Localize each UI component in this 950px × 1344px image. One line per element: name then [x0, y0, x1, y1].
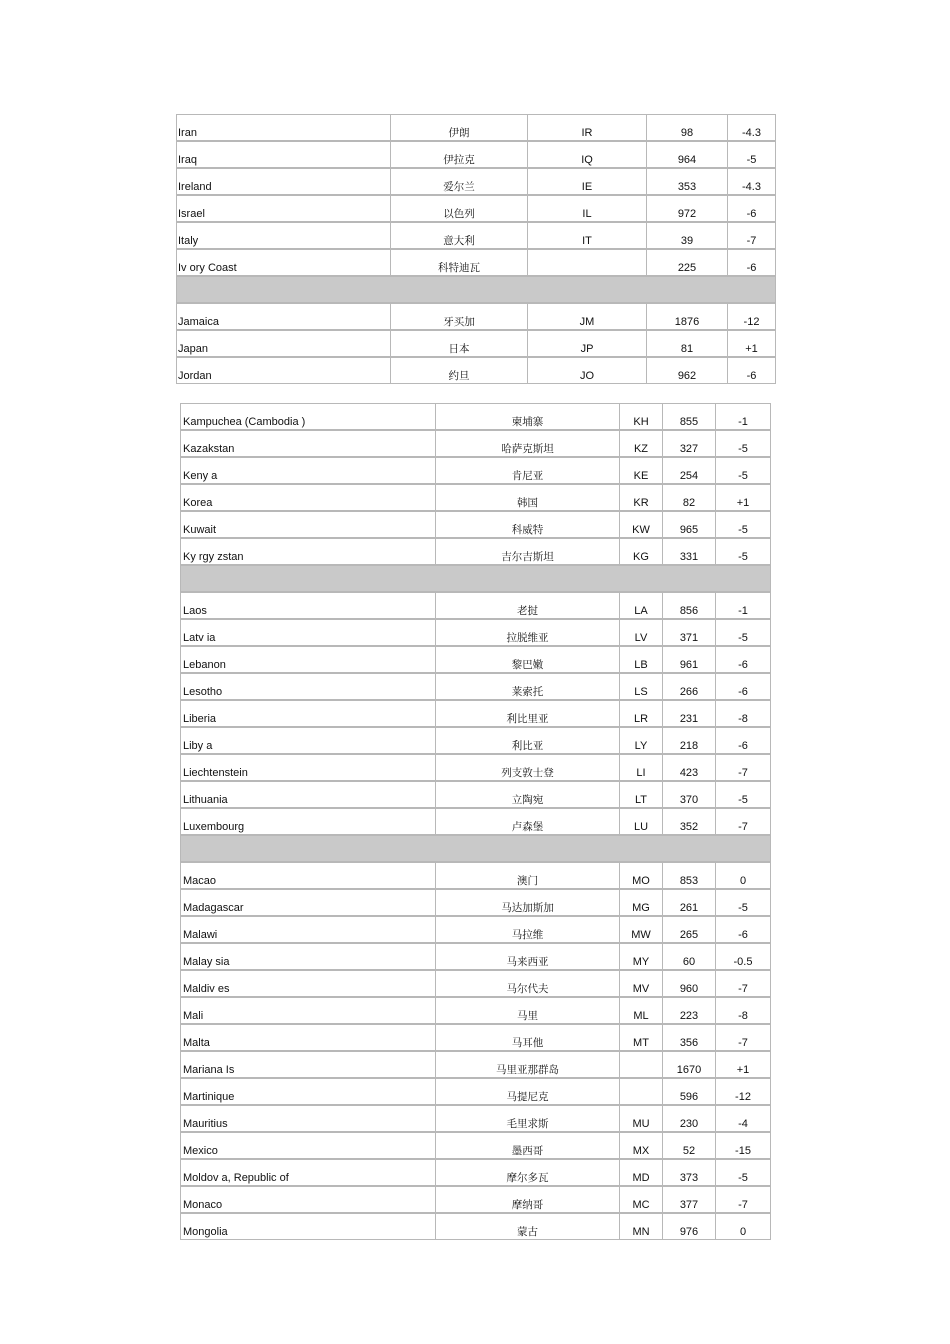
iso-code [528, 250, 647, 277]
iso-code: MO [620, 863, 663, 890]
table-row [181, 1025, 770, 1052]
time-difference: -5 [716, 512, 770, 539]
time-difference: -5 [716, 782, 770, 809]
country-name-zh: 老挝 [436, 593, 620, 620]
country-code-table-1 [176, 114, 776, 384]
divider-cell [181, 566, 770, 593]
country-name-en: Korea [181, 485, 436, 512]
table-row [181, 1187, 770, 1214]
country-name-en: Mauritius [181, 1106, 436, 1133]
country-name-en: Kampuchea (Cambodia ) [181, 404, 436, 431]
table-row [181, 404, 770, 431]
country-name-en: Malawi [181, 917, 436, 944]
table-row [181, 647, 770, 674]
country-name-zh: 牙买加 [391, 304, 528, 331]
country-name-en: Mongolia [181, 1214, 436, 1239]
dial-code: 960 [663, 971, 716, 998]
country-name-en: Lesotho [181, 674, 436, 701]
dial-code: 423 [663, 755, 716, 782]
table-row [181, 539, 770, 566]
dial-code: 223 [663, 998, 716, 1025]
dial-code: 855 [663, 404, 716, 431]
time-difference: -4.3 [728, 115, 775, 142]
country-name-en: Kazakstan [181, 431, 436, 458]
time-difference: -7 [716, 809, 770, 836]
country-name-en: Madagascar [181, 890, 436, 917]
dial-code: 265 [663, 917, 716, 944]
country-name-zh: 毛里求斯 [436, 1106, 620, 1133]
country-name-en: Ky rgy zstan [181, 539, 436, 566]
time-difference: 0 [739, 1226, 747, 1238]
dial-code: 225 [647, 250, 728, 277]
country-name-en: Moldov a, Republic of [181, 1160, 436, 1187]
country-name-en: Liberia [181, 701, 436, 728]
country-name-en: Ireland [177, 169, 391, 196]
dial-code: 370 [663, 782, 716, 809]
iso-code: JM [528, 304, 647, 331]
dial-code: 377 [663, 1187, 716, 1214]
iso-code: MG [620, 890, 663, 917]
country-name-en: Monaco [181, 1187, 436, 1214]
dial-code: 82 [663, 485, 716, 512]
dial-code: 964 [647, 142, 728, 169]
table-row [181, 701, 770, 728]
table-row [177, 250, 775, 277]
iso-code [620, 1052, 663, 1079]
dial-code: 230 [663, 1106, 716, 1133]
table-row [177, 169, 775, 196]
country-name-zh: 科特迪瓦 [391, 250, 528, 277]
time-difference: -7 [716, 1025, 770, 1052]
country-name-en: Maldiv es [181, 971, 436, 998]
table-row [181, 1106, 770, 1133]
iso-code: LR [620, 701, 663, 728]
country-name-en: Laos [181, 593, 436, 620]
section-divider [181, 836, 770, 863]
iso-code: LU [620, 809, 663, 836]
table-row [177, 115, 775, 142]
country-name-en: Iv ory Coast [177, 250, 391, 277]
time-difference: -8 [716, 701, 770, 728]
dial-code: 327 [663, 431, 716, 458]
table-row [181, 593, 770, 620]
iso-code: LT [620, 782, 663, 809]
country-name-zh: 马里 [436, 998, 620, 1025]
country-name-zh: 卢森堡 [436, 809, 620, 836]
country-name-en: Liby a [181, 728, 436, 755]
table-row [181, 809, 770, 836]
iso-code: MX [620, 1133, 663, 1160]
dial-code: 965 [663, 512, 716, 539]
table-row [181, 1214, 770, 1239]
divider-cell [177, 277, 775, 304]
country-name-zh: 意大利 [391, 223, 528, 250]
time-difference: -12 [728, 304, 775, 331]
country-name-en: Mali [181, 998, 436, 1025]
country-name-en: Iraq [177, 142, 391, 169]
dial-code: 218 [663, 728, 716, 755]
country-name-zh: 日本 [391, 331, 528, 358]
time-difference: -1 [716, 404, 770, 431]
time-difference: +1 [728, 331, 775, 358]
iso-code: IR [528, 115, 647, 142]
table-row [177, 223, 775, 250]
iso-code: MW [620, 917, 663, 944]
iso-code [620, 1079, 663, 1106]
table-row [181, 755, 770, 782]
iso-code: KH [620, 404, 663, 431]
time-difference: -7 [716, 971, 770, 998]
table-row [181, 485, 770, 512]
country-name-zh: 马来西亚 [436, 944, 620, 971]
iso-code: ML [620, 998, 663, 1025]
table-row [181, 431, 770, 458]
country-name-zh: 以色列 [391, 196, 528, 223]
time-difference: -5 [716, 539, 770, 566]
country-name-zh: 摩尔多瓦 [436, 1160, 620, 1187]
iso-code: LY [620, 728, 663, 755]
country-name-en: Iran [177, 115, 391, 142]
dial-code: 976 [663, 1214, 716, 1239]
time-difference: -7 [716, 755, 770, 782]
dial-code: 39 [647, 223, 728, 250]
country-name-en: Lebanon [181, 647, 436, 674]
iso-code: IT [528, 223, 647, 250]
country-name-zh: 利比亚 [436, 728, 620, 755]
table-row [181, 458, 770, 485]
iso-code: MT [620, 1025, 663, 1052]
table-row [177, 142, 775, 169]
table-row [181, 1052, 770, 1079]
country-name-zh: 马耳他 [436, 1025, 620, 1052]
country-name-en: Liechtenstein [181, 755, 436, 782]
time-difference: -12 [716, 1079, 770, 1106]
dial-code: 331 [663, 539, 716, 566]
country-name-en: Lithuania [181, 782, 436, 809]
iso-code: MN [620, 1214, 663, 1239]
time-difference: -5 [716, 890, 770, 917]
country-name-zh: 吉尔吉斯坦 [436, 539, 620, 566]
country-name-zh: 马拉维 [436, 917, 620, 944]
country-name-zh: 柬埔寨 [436, 404, 620, 431]
time-difference: -5 [728, 142, 775, 169]
country-name-zh: 马达加斯加 [436, 890, 620, 917]
iso-code: LS [620, 674, 663, 701]
country-name-en: Mariana Is [181, 1052, 436, 1079]
country-name-zh: 墨西哥 [436, 1133, 620, 1160]
dial-code: 356 [663, 1025, 716, 1052]
time-difference: 0 [716, 863, 770, 890]
table-row [181, 971, 770, 998]
dial-code: 972 [647, 196, 728, 223]
time-difference: -5 [716, 620, 770, 647]
dial-code: 961 [663, 647, 716, 674]
dial-code: 1876 [647, 304, 728, 331]
iso-code: LI [620, 755, 663, 782]
country-name-en: Israel [177, 196, 391, 223]
table-row [181, 944, 770, 971]
time-difference: -6 [746, 370, 757, 382]
time-difference: +1 [716, 1052, 770, 1079]
table-row [177, 304, 775, 331]
country-name-en: Italy [177, 223, 391, 250]
table-row [181, 782, 770, 809]
country-code-table-2 [180, 403, 771, 1240]
country-name-zh: 莱索托 [436, 674, 620, 701]
country-name-en: Martinique [181, 1079, 436, 1106]
time-difference: -7 [716, 1187, 770, 1214]
country-name-en: Malay sia [181, 944, 436, 971]
time-difference: +1 [716, 485, 770, 512]
country-name-en: Malta [181, 1025, 436, 1052]
table-row [181, 998, 770, 1025]
country-name-en: Mexico [181, 1133, 436, 1160]
country-name-zh: 利比里亚 [436, 701, 620, 728]
dial-code: 254 [663, 458, 716, 485]
country-name-zh: 肯尼亚 [436, 458, 620, 485]
time-difference: -6 [728, 196, 775, 223]
dial-code: 853 [663, 863, 716, 890]
time-difference: -8 [716, 998, 770, 1025]
iso-code: MD [620, 1160, 663, 1187]
time-difference: -15 [716, 1133, 770, 1160]
time-difference: -4 [716, 1106, 770, 1133]
dial-code: 266 [663, 674, 716, 701]
table-row [181, 1079, 770, 1106]
table-row [181, 728, 770, 755]
iso-code: KG [620, 539, 663, 566]
dial-code: 353 [647, 169, 728, 196]
iso-code: IE [528, 169, 647, 196]
iso-code: MV [620, 971, 663, 998]
country-name-zh: 摩纳哥 [436, 1187, 620, 1214]
table-row [181, 620, 770, 647]
country-name-en: Keny a [181, 458, 436, 485]
table-row [181, 890, 770, 917]
dial-code: 231 [663, 701, 716, 728]
country-name-zh: 拉脱维亚 [436, 620, 620, 647]
time-difference: -6 [716, 674, 770, 701]
iso-code: KR [620, 485, 663, 512]
country-name-en: Latv ia [181, 620, 436, 647]
dial-code: 81 [647, 331, 728, 358]
country-name-zh: 约旦 [391, 358, 528, 383]
time-difference: -7 [728, 223, 775, 250]
table-row [177, 331, 775, 358]
dial-code: 371 [663, 620, 716, 647]
country-name-zh: 爱尔兰 [391, 169, 528, 196]
time-difference: -1 [716, 593, 770, 620]
dial-code: 261 [663, 890, 716, 917]
dial-code: 98 [647, 115, 728, 142]
table-row [181, 863, 770, 890]
table-row [177, 358, 775, 383]
iso-code: LV [620, 620, 663, 647]
dial-code: 373 [663, 1160, 716, 1187]
section-divider [177, 277, 775, 304]
time-difference: -4.3 [728, 169, 775, 196]
country-name-zh: 韩国 [436, 485, 620, 512]
country-name-zh: 伊拉克 [391, 142, 528, 169]
country-name-zh: 蒙古 [436, 1214, 620, 1239]
country-name-en: Kuwait [181, 512, 436, 539]
table-row [181, 1133, 770, 1160]
iso-code: KE [620, 458, 663, 485]
country-name-zh: 哈萨克斯坦 [436, 431, 620, 458]
iso-code: MY [620, 944, 663, 971]
country-name-en: Jordan [177, 358, 391, 383]
dial-code: 52 [663, 1133, 716, 1160]
table-row [181, 512, 770, 539]
table-row [177, 196, 775, 223]
country-name-zh: 黎巴嫩 [436, 647, 620, 674]
time-difference: -6 [716, 647, 770, 674]
country-name-zh: 伊朗 [391, 115, 528, 142]
time-difference: -6 [716, 728, 770, 755]
table-row [181, 674, 770, 701]
table-row [181, 1160, 770, 1187]
time-difference: -5 [716, 431, 770, 458]
iso-code: LB [620, 647, 663, 674]
section-divider [181, 566, 770, 593]
table-row [181, 917, 770, 944]
country-name-en: Luxembourg [181, 809, 436, 836]
time-difference: -6 [728, 250, 775, 277]
iso-code: IL [528, 196, 647, 223]
iso-code: KW [620, 512, 663, 539]
iso-code: IQ [528, 142, 647, 169]
country-name-en: Japan [177, 331, 391, 358]
country-name-zh: 立陶宛 [436, 782, 620, 809]
time-difference: -5 [716, 458, 770, 485]
dial-code: 962 [647, 358, 728, 383]
dial-code: 1670 [663, 1052, 716, 1079]
time-difference: -0.5 [716, 944, 770, 971]
dial-code: 596 [663, 1079, 716, 1106]
iso-code: JO [528, 358, 647, 383]
country-name-zh: 列支敦士登 [436, 755, 620, 782]
dial-code: 60 [663, 944, 716, 971]
iso-code: MU [620, 1106, 663, 1133]
dial-code: 352 [663, 809, 716, 836]
iso-code: LA [620, 593, 663, 620]
country-name-en: Jamaica [177, 304, 391, 331]
country-name-zh: 科威特 [436, 512, 620, 539]
time-difference: -6 [716, 917, 770, 944]
iso-code: JP [528, 331, 647, 358]
iso-code: KZ [620, 431, 663, 458]
country-name-zh: 马尔代夫 [436, 971, 620, 998]
country-name-zh: 马提尼克 [436, 1079, 620, 1106]
iso-code: MC [620, 1187, 663, 1214]
country-name-zh: 马里亚那群岛 [436, 1052, 620, 1079]
time-difference: -5 [716, 1160, 770, 1187]
country-name-zh: 澳门 [436, 863, 620, 890]
country-name-en: Macao [181, 863, 436, 890]
divider-cell [181, 836, 770, 863]
dial-code: 856 [663, 593, 716, 620]
